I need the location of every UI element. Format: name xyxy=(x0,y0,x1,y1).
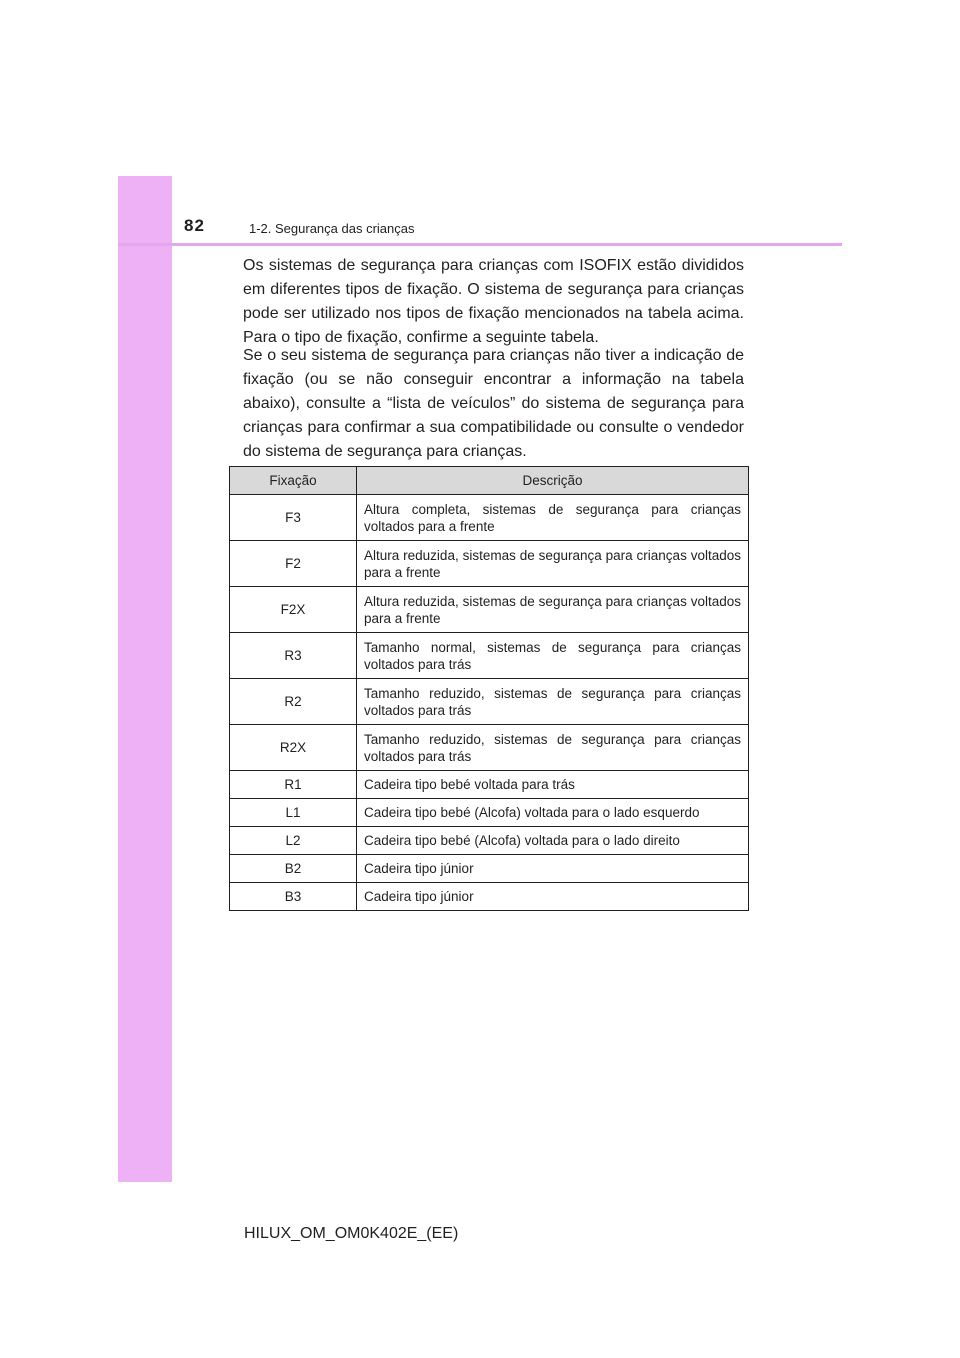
fixation-code: R3 xyxy=(230,633,357,679)
fixation-description: Altura completa, sistemas de segurança para crianças voltados para a frente xyxy=(357,495,749,541)
fixation-code: R2 xyxy=(230,679,357,725)
table-row xyxy=(230,855,749,883)
fixation-description: Tamanho reduzido, sistemas de segurança para crianças voltados para trás xyxy=(357,679,749,725)
fixation-description: Altura reduzida, sistemas de segurança para crianças voltados para a frente xyxy=(357,587,749,633)
table-row xyxy=(230,495,749,541)
fixation-description: Cadeira tipo júnior xyxy=(357,855,749,883)
fixation-code: L1 xyxy=(230,799,357,827)
fixation-description: Cadeira tipo bebé (Alcofa) voltada para o lado esquerdo xyxy=(357,799,749,827)
fixation-code: R1 xyxy=(230,771,357,799)
section-title: 1-2. Segurança das crianças xyxy=(249,221,415,236)
table-row xyxy=(230,771,749,799)
header-fixation: Fixação xyxy=(230,467,357,495)
fixation-table xyxy=(229,466,749,911)
fixation-code: F2X xyxy=(230,587,357,633)
paragraph-note: Se o seu sistema de segurança para crianças não tiver a indicação de fixação (ou se não conseguir encontrar a informação na tabela abaixo), consulte a “lista de veículos” do sistema de segurança para crianças para confirmar a sua compatibilidade ou consulte o vendedor do sistema de segurança para crianças. xyxy=(243,347,744,460)
fixation-description: Cadeira tipo bebé (Alcofa) voltada para o lado direito xyxy=(357,827,749,855)
fixation-code: B3 xyxy=(230,883,357,911)
side-color-band xyxy=(118,176,172,1182)
table-row xyxy=(230,883,749,911)
table-row xyxy=(230,827,749,855)
fixation-code: B2 xyxy=(230,855,357,883)
fixation-description: Tamanho normal, sistemas de segurança para crianças voltados para trás xyxy=(357,633,749,679)
fixation-code: F2 xyxy=(230,541,357,587)
fixation-code: R2X xyxy=(230,725,357,771)
fixation-code: F3 xyxy=(230,495,357,541)
fixation-description: Cadeira tipo bebé voltada para trás xyxy=(357,771,749,799)
header-description: Descrição xyxy=(357,467,749,495)
fixation-description: Cadeira tipo júnior xyxy=(357,883,749,911)
document-code: HILUX_OM_OM0K402E_(EE) xyxy=(244,1225,459,1242)
header-divider xyxy=(118,243,842,246)
table-row xyxy=(230,541,749,587)
table-row xyxy=(230,679,749,725)
table-row xyxy=(230,587,749,633)
table-row xyxy=(230,633,749,679)
fixation-code: L2 xyxy=(230,827,357,855)
page-number: 82 xyxy=(184,216,205,235)
table-row xyxy=(230,725,749,771)
fixation-description: Altura reduzida, sistemas de segurança para crianças voltados para a frente xyxy=(357,541,749,587)
table-row xyxy=(230,799,749,827)
table-header-row xyxy=(230,467,749,495)
fixation-description: Tamanho reduzido, sistemas de segurança para crianças voltados para trás xyxy=(357,725,749,771)
paragraph-intro: Os sistemas de segurança para crianças com ISOFIX estão divididos em diferentes tipos de fixação. O sistema de segurança para crianças pode ser utilizado nos tipos de fixação mencionados na tabela acima. Para o tipo de fixação, confirme a seguinte tabela. xyxy=(243,257,744,346)
